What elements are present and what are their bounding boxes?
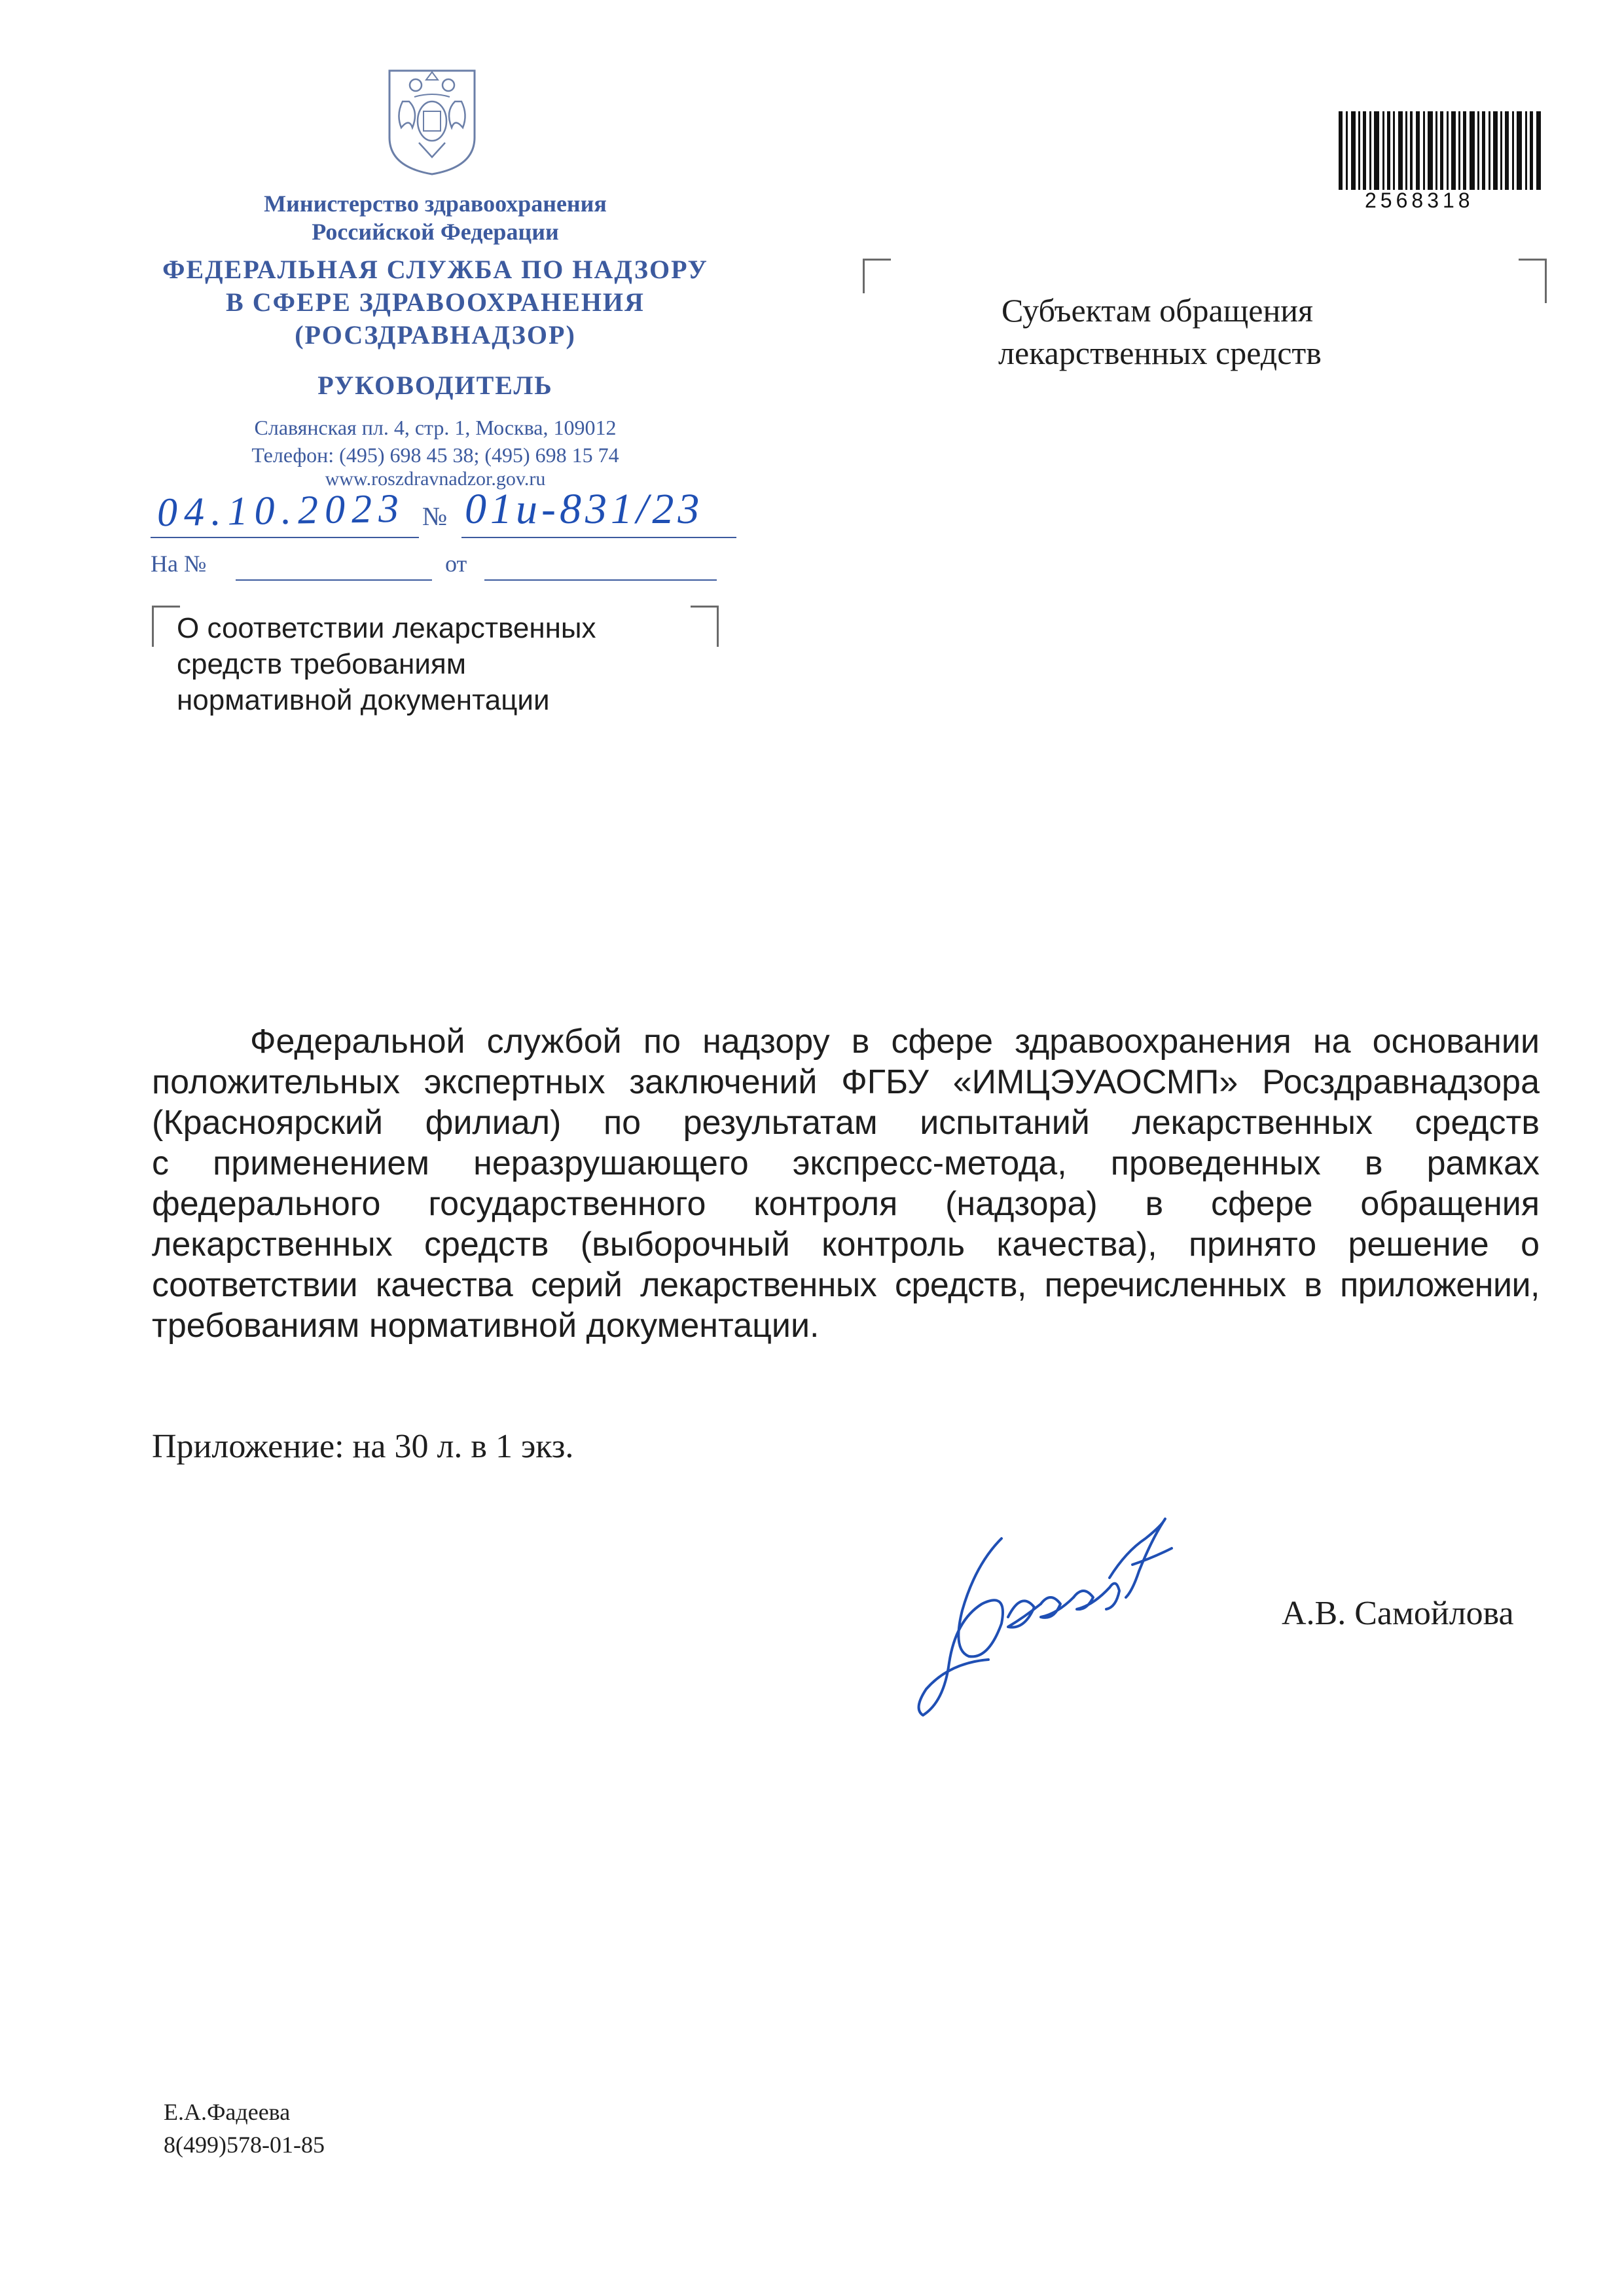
body-line: Федеральной службой по надзору в сфере здравоохранения на основании: [250, 1023, 1540, 1061]
barcode: [1335, 111, 1545, 212]
registration-line: [151, 485, 779, 553]
body-line: с применением неразрушающего экспресс-метода, проведенных в рамках: [152, 1144, 1540, 1182]
subject-corner-left: [152, 606, 180, 647]
addressee-line-1: Субъектам обращения: [1001, 292, 1313, 329]
coat-of-arms-emblem: [383, 65, 481, 177]
registration-date: 04.10.2023: [156, 486, 406, 536]
subject-corner-right: [691, 606, 719, 647]
service-line-2: В СФЕРЕ ЗДРАВООХРАНЕНИЯ: [226, 287, 645, 317]
attachment-note: Приложение: на 30 л. в 1 экз.: [152, 1428, 574, 1465]
registration-number-sign: №: [422, 501, 448, 531]
ministry-line-1: Министерство здравоохранения: [264, 191, 607, 217]
body-line: (Красноярский филиал) по результатам испытаний лекарственных средств: [152, 1104, 1540, 1142]
service-line-1: ФЕДЕРАЛЬНАЯ СЛУЖБА ПО НАДЗОРУ: [162, 255, 708, 284]
barcode-icon: [1335, 111, 1545, 190]
body-line: соответствии качества серий лекарственных средств, перечисленных в приложении,: [152, 1266, 1540, 1304]
reference-from-label: от: [445, 551, 467, 577]
reference-number-blank: [236, 579, 432, 581]
body-line: лекарственных средств (выборочный контроль качества), принято решение о: [152, 1226, 1540, 1264]
reference-date-blank: [484, 579, 717, 581]
address: Славянская пл. 4, стр. 1, Москва, 109012: [254, 416, 617, 439]
handwritten-signature-icon: [910, 1493, 1211, 1728]
website: www.roszdravnadzor.gov.ru: [325, 468, 546, 490]
registration-date-underline: [151, 537, 419, 538]
executor-name: Е.А.Фадеева: [164, 2099, 291, 2125]
service-line-3: (РОСЗДРАВНАДЗОР): [295, 320, 576, 350]
subject-line-3: нормативной документации: [177, 684, 550, 716]
registration-number-underline: [461, 537, 736, 538]
subject-line-1: О соответствии лекарственных: [177, 612, 596, 644]
subject-line-2: средств требованиям: [177, 648, 466, 680]
position-title: РУКОВОДИТЕЛЬ: [317, 371, 553, 400]
body-line: федерального государственного контроля (надзора) в сфере обращения: [152, 1185, 1540, 1223]
body-paragraph: [152, 1021, 1540, 1346]
addressee-line-2: лекарственных средств: [998, 335, 1322, 371]
executor-phone: 8(499)578-01-85: [164, 2132, 325, 2158]
body-line: положительных экспертных заключений ФГБУ «ИМЦЭУАОСМП» Росздравнадзора: [152, 1063, 1540, 1101]
body-line: требованиям нормативной документации.: [152, 1307, 820, 1345]
addressee-corner-right: [1519, 259, 1547, 303]
registration-number: 01и-831/23: [465, 485, 704, 533]
signer-name: А.В. Самойлова: [1282, 1595, 1514, 1632]
barcode-number: 2568318: [1365, 189, 1474, 212]
signature: [910, 1493, 1211, 1728]
russian-coat-of-arms-icon: [383, 65, 481, 177]
reference-number-label: На №: [151, 551, 207, 577]
ministry-line-2: Российской Федерации: [312, 219, 559, 245]
addressee-corner-left: [863, 259, 891, 293]
phone: Телефон: (495) 698 45 38; (495) 698 15 74: [251, 443, 619, 467]
